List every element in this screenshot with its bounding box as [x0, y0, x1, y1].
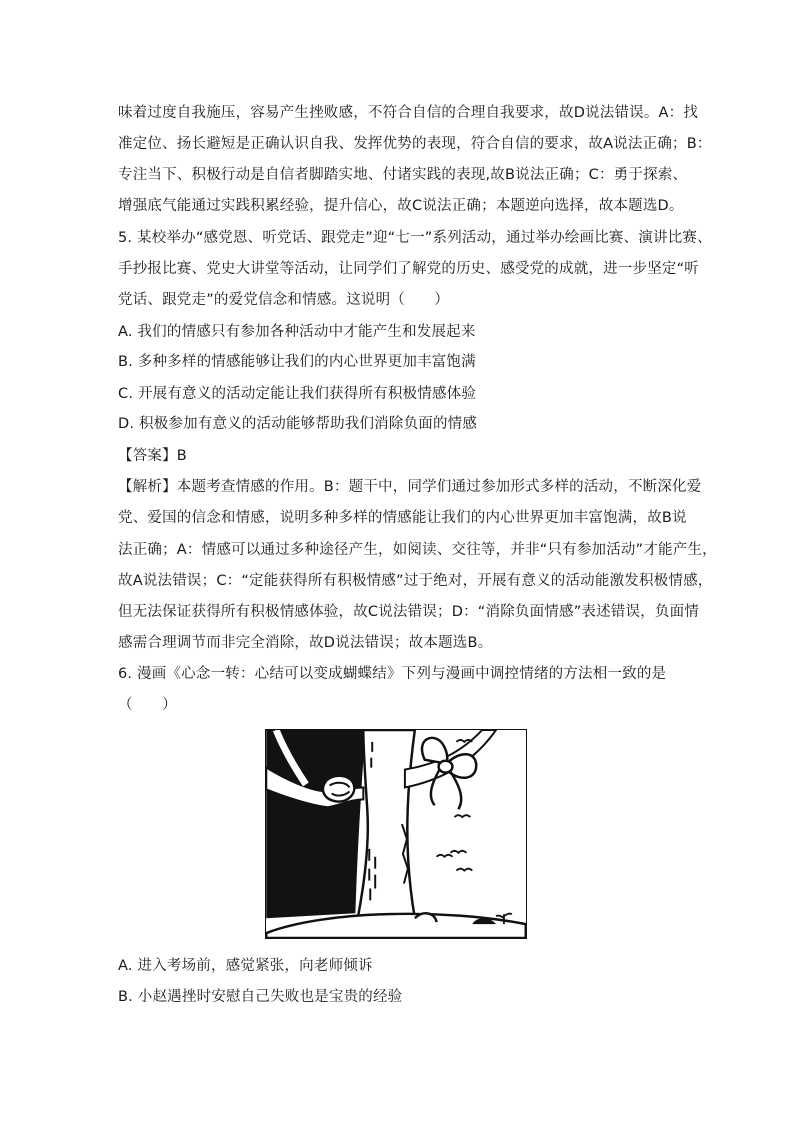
option-d: D. 积极参加有意义的活动能够帮助我们消除负面的情感 — [118, 416, 478, 432]
answer-label: 【答案】B — [118, 448, 187, 464]
text-line: 手抄报比赛、党史大讲堂等活动，让同学们了解党的历史、感受党的成就，进一步坚定“听 — [118, 261, 700, 277]
text-line: 味着过度自我施压，容易产生挫败感，不符合自信的合理自我要求，故D说法错误。A：找 — [118, 105, 699, 121]
option-c: C. 开展有意义的活动定能让我们获得所有积极情感体验 — [118, 386, 477, 402]
option-b: B. 小赵遇挫时安慰自己失败也是宝贵的经验 — [118, 989, 403, 1005]
analysis-text: 【解析】本题考查情感的作用。B：题干中，同学们通过参加形式多样的活动，不断深化爱 — [118, 479, 702, 495]
text-line: 故A说法错误；C：“定能获得所有积极情感”过于绝对，开展有意义的活动能激发积极情感， — [118, 573, 713, 589]
option-a: A. 我们的情感只有参加各种活动中才能产生和发展起来 — [118, 324, 476, 340]
option-a: A. 进入考场前，感觉紧张，向老师倾诉 — [118, 958, 373, 974]
question-5-stem: 5. 某校举办“感党恩、听党话、跟党走”迎“七一”系列活动，通过举办绘画比赛、演讲比赛、 — [118, 230, 712, 246]
option-b: B. 多种多样的情感能够让我们的内心世界更加丰富饱满 — [118, 354, 476, 370]
question-6-stem: 6. 漫画《心念一转：心结可以变成蝴蝶结》下列与漫画中调控情绪的方法相一致的是 — [118, 666, 667, 682]
text-line: （ ） — [118, 697, 177, 713]
text-line: 增强底气能通过实践积累经验，提升信心，故C说法正确；本题逆向选择，故本题选D。 — [118, 198, 684, 214]
tree-bow-comic-image — [266, 730, 526, 938]
text-line: 专注当下、积极行动是自信者脚踏实地、付诸实践的表现,故B说法正确；C：勇于探索、 — [118, 167, 688, 183]
text-line: 准定位、扬长避短是正确认识自我、发挥优势的表现，符合自信的要求，故A说法正确；B： — [118, 136, 712, 152]
text-line: 感需合理调节而非完全消除，故D说法错误；故本题选B。 — [118, 635, 493, 651]
text-line: 党、爱国的信念和情感，说明多种多样的情感能让我们的内心世界更加丰富饱满，故B说 — [118, 510, 687, 526]
text-line: 但无法保证获得所有积极情感体验，故C说法错误；D：“消除负面情感”表述错误，负面情 — [118, 604, 700, 620]
comic-illustration — [265, 729, 527, 939]
text-line: 法正确；A：情感可以通过多种途径产生，如阅读、交往等，并非“只有参加活动”才能产生， — [118, 542, 717, 558]
text-line: 党话、跟党走”的爱党信念和情感。这说明（ ） — [118, 292, 450, 308]
